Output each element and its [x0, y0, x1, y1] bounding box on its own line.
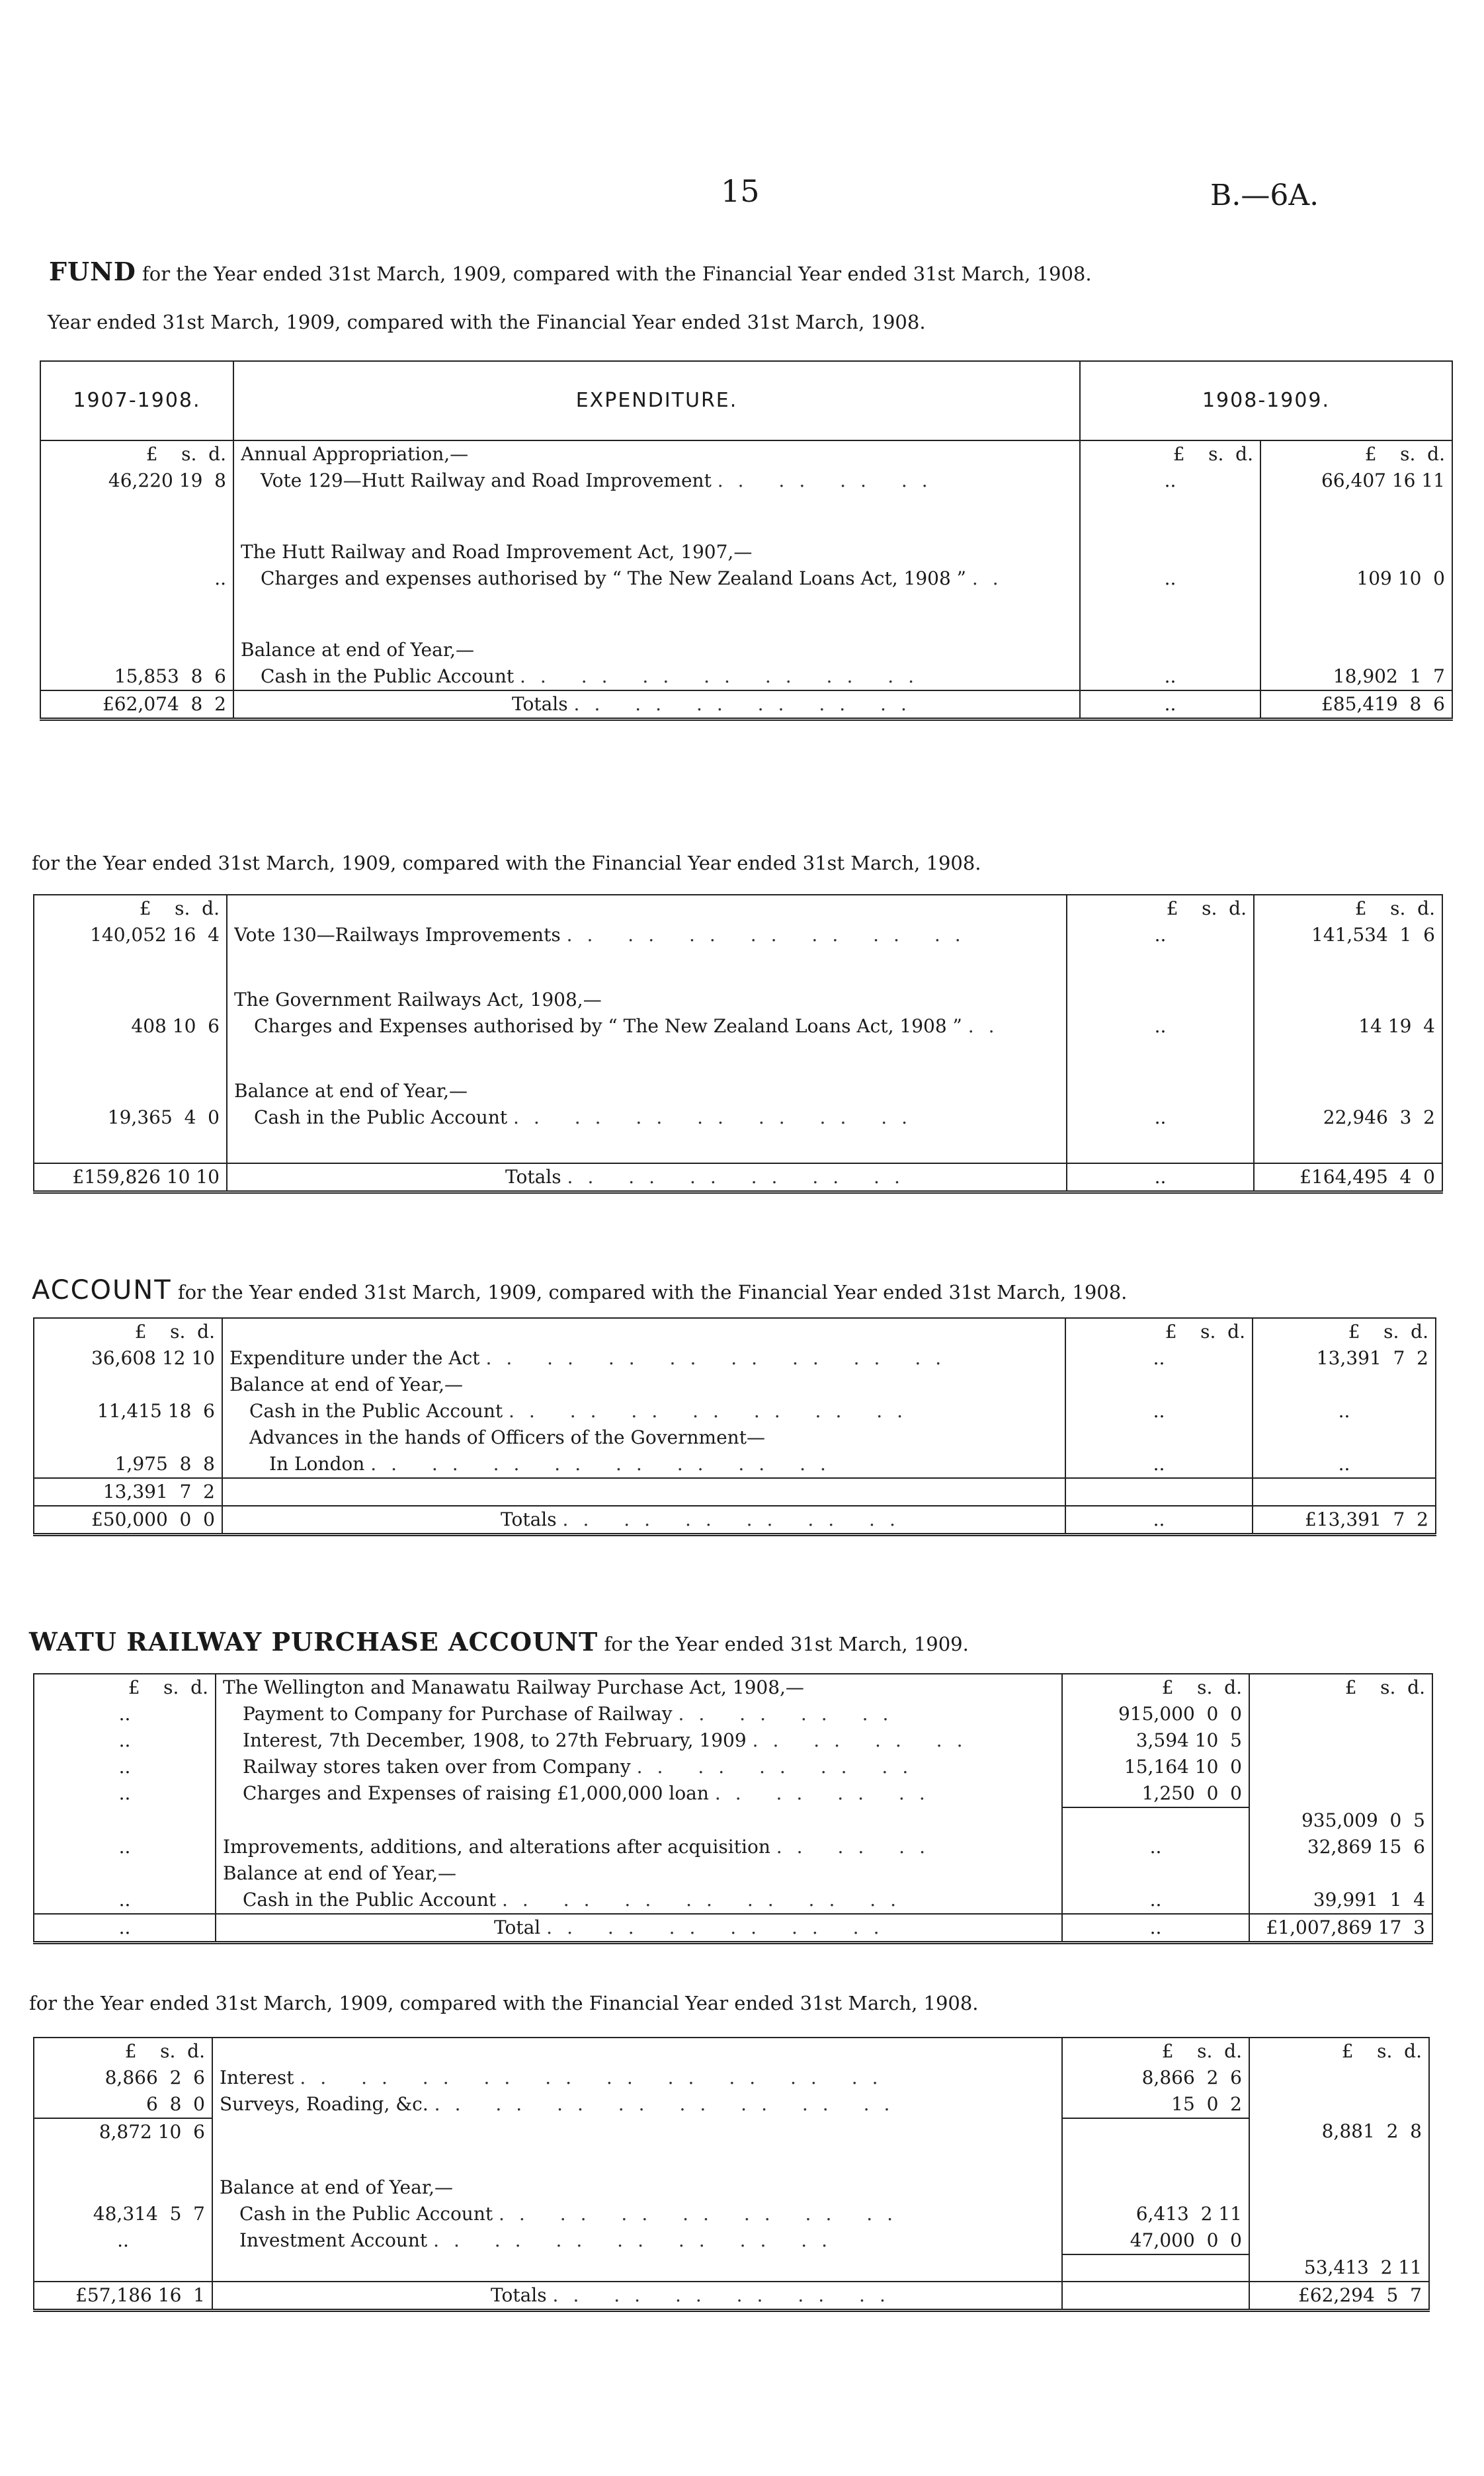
row-curr: 39,991 1 4 — [1249, 1887, 1432, 1914]
total-curr: £13,391 7 2 — [1253, 1506, 1436, 1535]
total-curr: £1,007,869 17 3 — [1249, 1914, 1432, 1943]
units-prev: £ s. d. — [34, 1674, 216, 1701]
row-text: In London .. .. .. .. .. .. .. .. — [269, 1454, 841, 1475]
row-curr: 66,407 16 11 — [1260, 468, 1452, 494]
row-prev: 8,872 10 6 — [34, 2118, 212, 2145]
total-curr: £164,495 4 0 — [1254, 1163, 1442, 1192]
row-curr: 935,009 0 5 — [1249, 1807, 1432, 1834]
total-inner — [1062, 2282, 1249, 2311]
header-expenditure: EXPENDITURE. — [233, 361, 1080, 440]
row-inner: .. — [1065, 1398, 1253, 1424]
total-inner: .. — [1062, 1914, 1249, 1943]
row-text: Payment to Company for Purchase of Railway .. .. .. .. — [243, 1704, 903, 1725]
row-prev: 19,365 4 0 — [34, 1104, 227, 1131]
section5-caption: for the Year ended 31st March, 1909, compared with the Financial Year ended 31st March, 1908. — [29, 1992, 979, 2014]
row-item: Cash in the Public Account .. .. .. .. .. .. .. — [261, 666, 929, 687]
row-curr: 13,391 7 2 — [1253, 1345, 1436, 1372]
row-curr: .. — [1253, 1451, 1436, 1478]
row-text: The Wellington and Manawatu Railway Purchase Act, 1908,— — [223, 1677, 804, 1698]
units-inner: £ s. d. — [1065, 1318, 1253, 1345]
units-curr: £ s. d. — [1249, 2038, 1429, 2065]
header-curr-year: 1908-1909. — [1080, 361, 1452, 440]
total-prev: £62,074 8 2 — [40, 690, 233, 720]
total-label: Totals .. .. .. .. .. .. — [505, 1167, 915, 1188]
row-prev: .. — [34, 1887, 216, 1914]
row-prev: .. — [40, 565, 233, 592]
total-prev: £57,186 16 1 — [34, 2282, 212, 2311]
units-inner: £ s. d. — [1062, 2038, 1249, 2065]
row-text: Improvements, additions, and alterations after acquisition .. .. .. — [223, 1836, 940, 1858]
units-inner: £ s. d. — [1067, 895, 1254, 922]
units-prev: £ s. d. — [34, 2038, 212, 2065]
row-curr: 32,869 15 6 — [1249, 1834, 1432, 1860]
row-curr: 22,946 3 2 — [1254, 1104, 1442, 1131]
row-prev: .. — [34, 1754, 216, 1780]
units-inner: £ s. d. — [1062, 1674, 1249, 1701]
row-text: Cash in the Public Account .. .. .. .. .. .. .. — [239, 2204, 908, 2225]
row-prev: .. — [34, 1834, 216, 1860]
row-prev: .. — [34, 1727, 216, 1754]
row-prev: .. — [34, 2227, 212, 2254]
units-curr: £ s. d. — [1249, 1674, 1432, 1701]
row-item: Vote 129—Hutt Railway and Road Improvement .. .. .. .. — [261, 470, 942, 491]
row-text: Cash in the Public Account .. .. .. .. .. .. .. — [243, 1889, 911, 1911]
row-inner: 8,866 2 6 — [1062, 2065, 1249, 2091]
row-inner: 915,000 0 0 — [1062, 1701, 1249, 1727]
row-text: Balance at end of Year,— — [223, 1863, 457, 1884]
total-label: Totals .. .. .. .. .. .. — [512, 694, 921, 715]
row-text: Interest .. .. .. .. .. .. .. .. .. .. — [220, 2067, 893, 2088]
total-label: Total .. .. .. .. .. .. — [494, 1917, 894, 1938]
section1-table — [40, 360, 1453, 721]
section5-table — [33, 2037, 1430, 2312]
units-inner: £ s. d. — [1080, 440, 1260, 468]
row-curr: .. — [1253, 1398, 1436, 1424]
header-prev-year: 1907-1908. — [40, 361, 233, 440]
row-prev: 36,608 12 10 — [34, 1345, 222, 1372]
row-item: Vote 130—Railways Improvements .. .. .. .. .. .. .. — [234, 925, 975, 946]
row-text: Interest, 7th December, 1908, to 27th February, 1909 .. .. .. .. — [243, 1730, 977, 1751]
row-text: Advances in the hands of Officers of the Government— — [249, 1427, 765, 1448]
total-inner: .. — [1080, 690, 1260, 720]
row-inner: 1,250 0 0 — [1062, 1780, 1249, 1807]
total-inner: .. — [1067, 1163, 1254, 1192]
row-inner: 15,164 10 0 — [1062, 1754, 1249, 1780]
row-prev: .. — [34, 1780, 216, 1807]
section1-subcaption: Year ended 31st March, 1909, compared with the Financial Year ended 31st March, 1908. — [48, 311, 926, 333]
row-inner: 47,000 0 0 — [1062, 2227, 1249, 2254]
row-curr: 53,413 2 11 — [1249, 2254, 1429, 2282]
row-text: Charges and Expenses of raising £1,000,000 loan .. .. .. .. — [243, 1783, 940, 1804]
units-curr: £ s. d. — [1254, 895, 1442, 922]
row-curr: 141,534 1 6 — [1254, 922, 1442, 948]
row-text: Balance at end of Year,— — [229, 1374, 464, 1395]
row-text: Railway stores taken over from Company .. .. .. .. .. — [243, 1756, 923, 1778]
row-prev: 46,220 19 8 — [40, 468, 233, 494]
row-inner: .. — [1065, 1451, 1253, 1478]
row-curr: 14 19 4 — [1254, 1013, 1442, 1040]
row-prev: 1,975 8 8 — [34, 1451, 222, 1478]
row-title: Balance at end of Year,— — [234, 1081, 468, 1102]
row-inner: .. — [1067, 1104, 1254, 1131]
row-prev: 11,415 18 6 — [34, 1398, 222, 1424]
row-prev: 408 10 6 — [34, 1013, 227, 1040]
units-curr: £ s. d. — [1253, 1318, 1436, 1345]
row-text: Expenditure under the Act .. .. .. .. .. .. .. .. — [229, 1348, 956, 1369]
units-prev: £ s. d. — [40, 440, 233, 468]
row-text: Surveys, Roading, &c. .. .. .. .. .. .. .. .. — [220, 2094, 905, 2115]
row-item: Charges and expenses authorised by “ The New Zealand Loans Act, 1908 ” .. — [261, 568, 1013, 589]
section2-caption: for the Year ended 31st March, 1909, compared with the Financial Year ended 31st March, 1908. — [32, 852, 981, 874]
row-inner: 3,594 10 5 — [1062, 1727, 1249, 1754]
total-prev: .. — [34, 1914, 216, 1943]
total-label: Totals .. .. .. .. .. .. — [501, 1509, 910, 1530]
row-inner: .. — [1062, 1834, 1249, 1860]
row-inner: .. — [1080, 468, 1260, 494]
row-prev: .. — [34, 1701, 216, 1727]
row-title: Balance at end of Year,— — [241, 640, 475, 661]
row-curr: 18,902 1 7 — [1260, 663, 1452, 690]
row-prev: 15,853 8 6 — [40, 663, 233, 690]
row-inner: 15 0 2 — [1062, 2091, 1249, 2118]
row-inner: .. — [1065, 1345, 1253, 1372]
section4-table — [33, 1673, 1433, 1944]
row-inner: .. — [1080, 663, 1260, 690]
row-item: Charges and Expenses authorised by “ The New Zealand Loans Act, 1908 ” .. — [254, 1016, 1009, 1037]
row-inner: .. — [1067, 1013, 1254, 1040]
row-inner: 6,413 2 11 — [1062, 2201, 1249, 2227]
total-curr: £85,419 8 6 — [1260, 690, 1452, 720]
page-number: 15 — [721, 173, 760, 209]
row-prev: 6 8 0 — [34, 2091, 212, 2118]
total-label: Totals .. .. .. .. .. .. — [491, 2285, 900, 2306]
row-prev: 48,314 5 7 — [34, 2201, 212, 2227]
units-prev: £ s. d. — [34, 895, 227, 922]
row-prev: 8,866 2 6 — [34, 2065, 212, 2091]
units-curr: £ s. d. — [1260, 440, 1452, 468]
row-title: The Government Railways Act, 1908,— — [234, 989, 602, 1011]
row-prev: 140,052 16 4 — [34, 922, 227, 948]
total-curr: £62,294 5 7 — [1249, 2282, 1429, 2311]
row-curr: 109 10 0 — [1260, 565, 1452, 592]
row-curr: 8,881 2 8 — [1249, 2118, 1429, 2145]
section3-table — [33, 1317, 1436, 1536]
row-inner: .. — [1067, 922, 1254, 948]
row-title: The Hutt Railway and Road Improvement Act, 1907,— — [241, 542, 753, 563]
total-inner: .. — [1065, 1506, 1253, 1535]
row-text: Investment Account .. .. .. .. .. .. .. — [239, 2230, 843, 2251]
row-inner: .. — [1062, 1887, 1249, 1914]
units-prev: £ s. d. — [34, 1318, 222, 1345]
section2-table — [33, 894, 1443, 1194]
row-text: Cash in the Public Account .. .. .. .. .. .. .. — [249, 1401, 918, 1422]
row-text: Balance at end of Year,— — [220, 2177, 454, 2198]
total-prev: £50,000 0 0 — [34, 1506, 222, 1535]
row-prev: 13,391 7 2 — [34, 1478, 222, 1506]
section4-caption: WATU RAILWAY PURCHASE ACCOUNT for the Year ended 31st March, 1909. — [29, 1627, 969, 1657]
section3-caption: ACCOUNT for the Year ended 31st March, 1909, compared with the Financial Year ended 31st March, 1908. — [32, 1275, 1128, 1305]
document-reference: B.—6A. — [1210, 179, 1319, 212]
total-prev: £159,826 10 10 — [34, 1163, 227, 1192]
row-inner: .. — [1080, 565, 1260, 592]
section1-caption: FUND for the Year ended 31st March, 1909, compared with the Financial Year ended 31st March, 1908. — [49, 257, 1092, 286]
row-title: Annual Appropriation,— — [241, 444, 469, 465]
row-item: Cash in the Public Account .. .. .. .. .. .. .. — [254, 1107, 923, 1128]
